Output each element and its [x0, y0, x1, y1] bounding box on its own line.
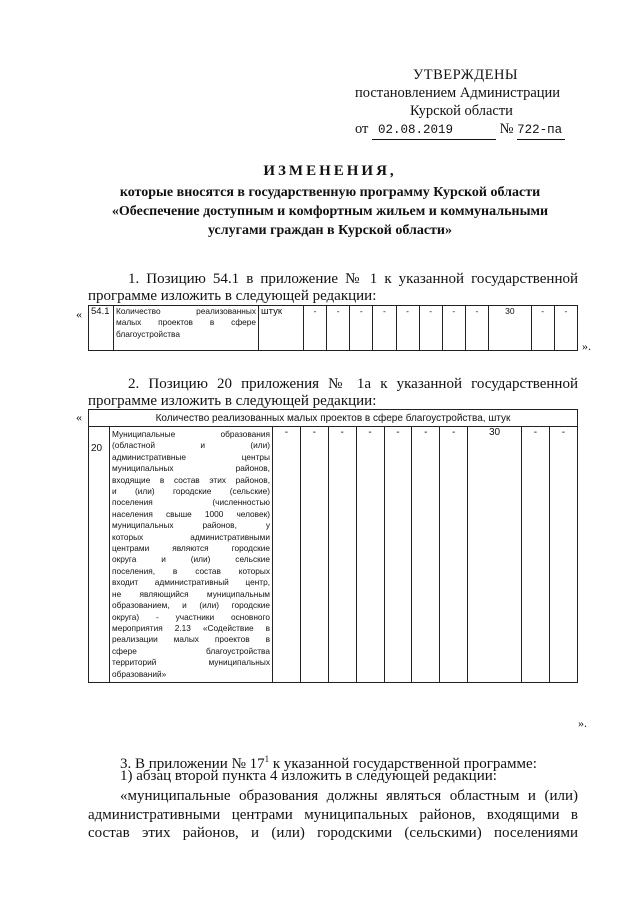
table-1-name — [114, 306, 259, 351]
name-line: поселения (численностью — [112, 497, 270, 508]
name-line: территорий муниципальных — [112, 657, 270, 668]
table-2-num: 20 — [89, 427, 110, 683]
name-line: населения свыше 1000 человек) — [112, 508, 270, 519]
name-line: муниципальных районов, у — [112, 520, 270, 531]
table-2-name — [110, 427, 273, 683]
table-row — [89, 410, 578, 427]
name-line: и (или) городские (сельские) — [112, 486, 270, 497]
item-3-sup: 1 — [264, 754, 270, 764]
table-2-value: - — [440, 427, 468, 683]
table-row — [89, 306, 578, 351]
table-2-close-quote: ». — [578, 716, 587, 730]
table-1-num: 54.1 — [89, 306, 114, 351]
name-line: реализации малых проектов в — [112, 634, 270, 645]
table-1-value: - — [350, 306, 373, 351]
table-1-value: - — [327, 306, 350, 351]
approved-region: Курской области — [410, 103, 513, 119]
table-1-close-quote: ». — [582, 339, 591, 353]
approval-number: 722-па — [517, 121, 565, 140]
name-line: входит административный центр, — [112, 577, 270, 588]
subtitle-line-1: которые вносятся в государственную программу Курской области — [119, 185, 541, 200]
name-line: округа) - участники основного — [112, 611, 270, 622]
name-line: Муниципальные образования — [112, 429, 270, 439]
table-2-value: - — [356, 427, 384, 683]
approval-block — [355, 66, 585, 140]
item-1-line-1: 1. Позицию 54.1 в приложение № 1 к указанной государственной — [128, 271, 578, 287]
table-2-value: - — [273, 427, 301, 683]
name-line: округа и (или) сельские — [112, 554, 270, 565]
table-row — [89, 427, 578, 683]
table-2 — [88, 409, 578, 683]
item-3-text: 3. В приложении № 17 — [120, 756, 265, 772]
item-2-line-2: программе изложить в следующей редакции: — [88, 393, 377, 409]
approved-title: УТВЕРЖДЕНЫ — [413, 67, 519, 83]
name-line: входящие в состав этих районов, — [112, 474, 270, 485]
table-1-value: - — [373, 306, 396, 351]
table-1-value: - — [419, 306, 442, 351]
name-line: не являющийся муниципальным — [112, 588, 270, 599]
table-1-value: - — [442, 306, 465, 351]
name-line: поселения, в состав которых — [112, 565, 270, 576]
name-line: благоустройства — [116, 328, 180, 339]
name-line: (областной и (или) — [112, 440, 270, 451]
table-1-value: 30 — [489, 306, 532, 351]
table-1-open-quote: « — [76, 307, 82, 321]
table-2-value: - — [300, 427, 328, 683]
document-title: ИЗМЕНЕНИЯ, — [263, 163, 397, 179]
name-line: образований» — [112, 668, 167, 679]
table-2-open-quote: « — [76, 410, 82, 424]
subtitle-line-3: услугами граждан в Курской области» — [207, 223, 452, 238]
table-2-value: - — [522, 427, 550, 683]
table-2-value: - — [412, 427, 440, 683]
number-sign: № — [499, 121, 514, 137]
table-2-header: Количество реализованных малых проектов в сфере благоустройства, штук — [89, 410, 578, 427]
approved-by: постановлением Администрации — [355, 85, 561, 101]
table-1-value: - — [304, 306, 327, 351]
approval-date: 02.08.2019 — [372, 121, 496, 140]
name-line: малых проектов в сфере — [116, 317, 256, 328]
table-1-value: - — [465, 306, 488, 351]
name-line: центрами являются городские — [112, 543, 270, 554]
item-3-text-end: к указанной государственной программе: — [269, 756, 537, 772]
item-3-line-4: административными центрами муниципальных районов, входящими в — [88, 807, 578, 823]
table-2-value: - — [328, 427, 356, 683]
item-1-line-2: программе изложить в следующей редакции: — [88, 288, 377, 304]
table-2-value: 30 — [468, 427, 522, 683]
name-line: мероприятия 2.13 «Содействие в — [112, 622, 270, 633]
table-1-value: - — [531, 306, 554, 351]
document-subtitle — [60, 183, 600, 240]
name-line: образованием, и (или) городские — [112, 600, 270, 611]
name-line: которых административными — [112, 531, 270, 542]
table-1 — [88, 305, 578, 351]
name-line: муниципальных районов, — [112, 463, 270, 474]
approved-date-line — [355, 120, 585, 140]
table-1-unit: штук — [259, 306, 304, 351]
table-2-value: - — [384, 427, 412, 683]
table-2-value: - — [549, 427, 577, 683]
subtitle-line-2: «Обеспечение доступным и комфортным жильем и коммунальными — [111, 204, 549, 219]
name-line: сфере благоустройства — [112, 645, 270, 656]
from-label: от — [355, 121, 369, 137]
item-3-line-2: 1) абзац второй пункта 4 изложить в следующей редакции: — [120, 768, 497, 784]
name-line: административные центры — [112, 451, 270, 462]
item-3-line-5: состав этих районов, и (или) городскими (сельскими) поселениями — [88, 825, 578, 841]
table-1-value: - — [554, 306, 577, 351]
item-2-line-1: 2. Позицию 20 приложения № 1а к указанной государственной — [128, 376, 578, 392]
item-3-line-3: «муниципальные образования должны являться областным и (или) — [120, 788, 578, 804]
name-line: Количество реализованных — [116, 306, 256, 316]
table-1-value: - — [396, 306, 419, 351]
